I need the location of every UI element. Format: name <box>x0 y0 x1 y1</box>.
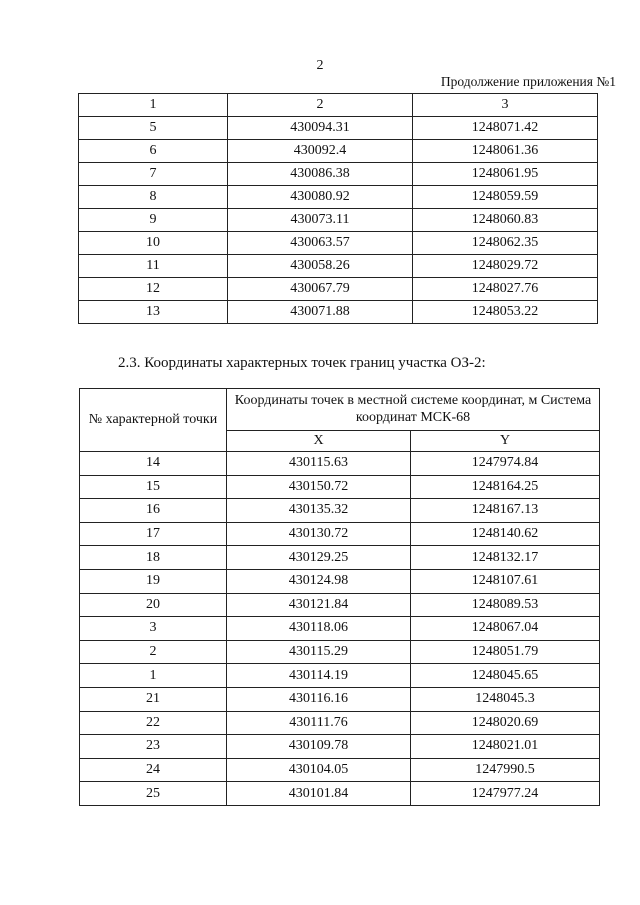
x-coordinate-cell: 430150.72 <box>227 475 411 499</box>
table1-row <box>79 232 598 255</box>
x-coordinate-cell: 430094.31 <box>228 117 413 140</box>
x-coordinate-cell: 430067.79 <box>228 278 413 301</box>
y-coordinate-cell: 1248045.65 <box>411 664 600 688</box>
table2-row <box>80 640 600 664</box>
y-coordinate-cell: 1248027.76 <box>413 278 598 301</box>
y-coordinate-cell: 1248071.42 <box>413 117 598 140</box>
table2-row <box>80 687 600 711</box>
section-title: 2.3. Координаты характерных точек границ участка ОЗ-2: <box>118 355 486 371</box>
point-number-cell: 25 <box>80 782 227 806</box>
x-coordinate-cell: 430092.4 <box>228 140 413 163</box>
y-coordinate-cell: 1247977.24 <box>411 782 600 806</box>
x-coordinate-cell: 430086.38 <box>228 163 413 186</box>
table1-header-cell: 1 <box>79 94 228 117</box>
x-coordinate-cell: 430071.88 <box>228 301 413 324</box>
table2-row <box>80 475 600 499</box>
table2-row <box>80 499 600 523</box>
table1-row <box>79 140 598 163</box>
x-coordinate-cell: 430080.92 <box>228 186 413 209</box>
x-coordinate-cell: 430129.25 <box>227 546 411 570</box>
y-coordinate-cell: 1248045.3 <box>411 687 600 711</box>
point-number-cell: 20 <box>80 593 227 617</box>
table2-row <box>80 782 600 806</box>
x-coordinate-cell: 430118.06 <box>227 617 411 641</box>
coordinates-table-oz2 <box>79 388 600 806</box>
point-number-cell: 1 <box>80 664 227 688</box>
point-number-cell: 21 <box>80 687 227 711</box>
table1-row <box>79 209 598 232</box>
table2-body <box>80 389 600 806</box>
table2-row <box>80 452 600 476</box>
table2-row <box>80 617 600 641</box>
table2-row <box>80 593 600 617</box>
y-coordinate-cell: 1248021.01 <box>411 735 600 759</box>
point-number-cell: 23 <box>80 735 227 759</box>
point-number-cell: 12 <box>79 278 228 301</box>
point-number-cell: 9 <box>79 209 228 232</box>
y-coordinate-cell: 1248061.36 <box>413 140 598 163</box>
table1-row <box>79 186 598 209</box>
coordinates-table-continuation <box>78 93 598 324</box>
coordinate-system-header: Координаты точек в местной системе координат, м Система координат МСК-68 <box>227 389 600 431</box>
point-number-cell: 11 <box>79 255 228 278</box>
x-coordinate-cell: 430101.84 <box>227 782 411 806</box>
point-number-cell: 8 <box>79 186 228 209</box>
x-coordinate-cell: 430104.05 <box>227 758 411 782</box>
table1-row <box>79 117 598 140</box>
point-number-cell: 16 <box>80 499 227 523</box>
point-number-header: № характерной точки <box>80 389 227 452</box>
y-coordinate-cell: 1247974.84 <box>411 452 600 476</box>
table2-row <box>80 711 600 735</box>
x-coordinate-cell: 430121.84 <box>227 593 411 617</box>
point-number-cell: 19 <box>80 569 227 593</box>
table2-row <box>80 758 600 782</box>
table1-row <box>79 163 598 186</box>
x-coordinate-cell: 430124.98 <box>227 569 411 593</box>
x-coordinate-cell: 430109.78 <box>227 735 411 759</box>
appendix-continuation-label: Продолжение приложения №1 <box>440 74 616 89</box>
x-column-header: X <box>227 431 411 452</box>
y-coordinate-cell: 1248051.79 <box>411 640 600 664</box>
x-coordinate-cell: 430114.19 <box>227 664 411 688</box>
y-coordinate-cell: 1248132.17 <box>411 546 600 570</box>
point-number-cell: 18 <box>80 546 227 570</box>
x-coordinate-cell: 430115.63 <box>227 452 411 476</box>
y-column-header: Y <box>411 431 600 452</box>
y-coordinate-cell: 1248140.62 <box>411 522 600 546</box>
y-coordinate-cell: 1248167.13 <box>411 499 600 523</box>
point-number-cell: 6 <box>79 140 228 163</box>
x-coordinate-cell: 430116.16 <box>227 687 411 711</box>
table1-row <box>79 301 598 324</box>
point-number-cell: 17 <box>80 522 227 546</box>
point-number-cell: 14 <box>80 452 227 476</box>
point-number-cell: 15 <box>80 475 227 499</box>
page-number: 2 <box>316 58 324 73</box>
table1-header-cell: 2 <box>228 94 413 117</box>
y-coordinate-cell: 1248089.53 <box>411 593 600 617</box>
point-number-cell: 10 <box>79 232 228 255</box>
table2-row <box>80 569 600 593</box>
y-coordinate-cell: 1248059.59 <box>413 186 598 209</box>
y-coordinate-cell: 1248053.22 <box>413 301 598 324</box>
point-number-cell: 13 <box>79 301 228 324</box>
x-coordinate-cell: 430111.76 <box>227 711 411 735</box>
point-number-cell: 7 <box>79 163 228 186</box>
table1-header-row <box>79 94 598 117</box>
table2-row <box>80 735 600 759</box>
y-coordinate-cell: 1248029.72 <box>413 255 598 278</box>
y-coordinate-cell: 1248164.25 <box>411 475 600 499</box>
table2-header-row <box>80 389 600 431</box>
table1-body <box>79 94 598 324</box>
point-number-cell: 5 <box>79 117 228 140</box>
table2-row <box>80 664 600 688</box>
y-coordinate-cell: 1248107.61 <box>411 569 600 593</box>
point-number-cell: 2 <box>80 640 227 664</box>
point-number-cell: 22 <box>80 711 227 735</box>
x-coordinate-cell: 430115.29 <box>227 640 411 664</box>
table2-row <box>80 546 600 570</box>
y-coordinate-cell: 1248061.95 <box>413 163 598 186</box>
table1-row <box>79 255 598 278</box>
y-coordinate-cell: 1248020.69 <box>411 711 600 735</box>
x-coordinate-cell: 430135.32 <box>227 499 411 523</box>
x-coordinate-cell: 430063.57 <box>228 232 413 255</box>
x-coordinate-cell: 430130.72 <box>227 522 411 546</box>
y-coordinate-cell: 1248060.83 <box>413 209 598 232</box>
y-coordinate-cell: 1247990.5 <box>411 758 600 782</box>
table2-row <box>80 522 600 546</box>
x-coordinate-cell: 430073.11 <box>228 209 413 232</box>
point-number-cell: 24 <box>80 758 227 782</box>
y-coordinate-cell: 1248062.35 <box>413 232 598 255</box>
table1-row <box>79 278 598 301</box>
x-coordinate-cell: 430058.26 <box>228 255 413 278</box>
table1-header-cell: 3 <box>413 94 598 117</box>
point-number-cell: 3 <box>80 617 227 641</box>
y-coordinate-cell: 1248067.04 <box>411 617 600 641</box>
